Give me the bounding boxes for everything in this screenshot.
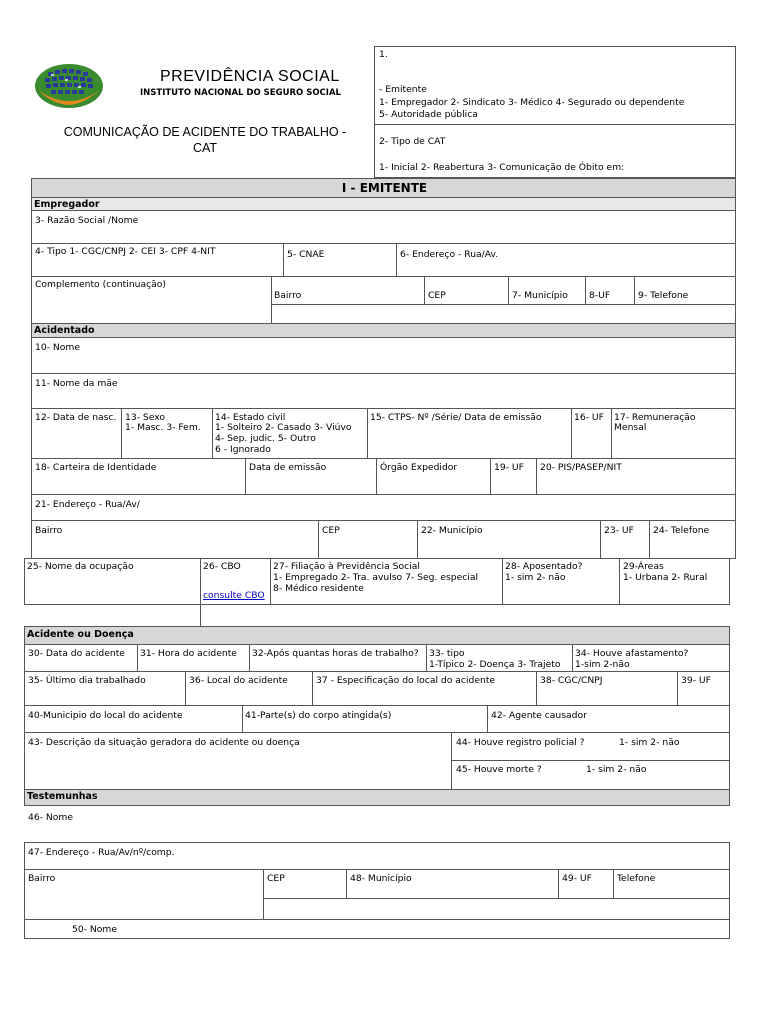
tipo-acidente-options: 1-Típico 2- Doença 3- Trajeto [429,659,561,670]
uf-field[interactable]: 8-UF [589,290,611,301]
afastamento-options: 1-sim 2-não [575,659,630,670]
emitente-grid [31,210,736,324]
municipio40-field[interactable]: 40-Municipio do local do acidente [28,710,183,721]
sexo-options: 1- Masc. 3- Fem. [125,422,201,433]
registro-policial-field[interactable]: 44- Houve registro policial ? [456,737,585,748]
remuneracao-mensal: Mensal [614,422,647,433]
tipo-cat-label: 2- Tipo de CAT [379,136,446,147]
acidentado-band: Acidentado [31,323,736,338]
testemunhas-band: Testemunhas [24,789,730,806]
remuneracao-field[interactable]: 17- Remuneração [614,412,696,423]
sexo-field[interactable]: 13- Sexo [125,412,166,423]
municipio48-field[interactable]: 48- Município [350,873,412,884]
form-title-line-1: COMUNICAÇÃO DE ACIDENTE DO TRABALHO - [63,125,347,139]
empregador-band: Empregador [31,197,736,211]
section-title-emitente: I - EMITENTE [31,178,736,198]
areas-options: 1- Urbana 2- Rural [623,572,708,583]
filiacao-field[interactable]: 27- Filiação à Previdência Social [273,561,420,572]
nome50-field[interactable]: 50- Nome [72,924,118,935]
filiacao-options-1: 1- Empregado 2- Tra. avulso 7- Seg. especial [273,572,479,583]
estado-civil-options-2: 4- Sep. judic. 5- Outro [215,433,316,444]
estado-civil-options-3: 6 - Ignorado [215,444,271,455]
telefone-testemunha-field[interactable]: Telefone [617,873,656,884]
endereco47-field[interactable]: 47- Endereço - Rua/Av/nº/comp. [28,847,175,858]
data-emissao-field[interactable]: Data de emissão [249,462,327,473]
ctps-field[interactable]: 15- CTPS- Nº /Série/ Data de emissão [370,412,542,423]
nome-field[interactable]: 10- Nome [35,342,81,353]
box-1-label: 1. [379,49,388,60]
emitente-label: - Emitente [379,84,427,95]
pis-field[interactable]: 20- PIS/PASEP/NIT [540,462,622,473]
endereco21-field[interactable]: 21- Endereço - Rua/Av/ [35,499,140,510]
cgc-cnpj-field[interactable]: 38- CGC/CNPJ [540,675,603,686]
uf49-field[interactable]: 49- UF [562,873,592,884]
aposentado-options: 1- sim 2- não [505,572,566,583]
telefone-field[interactable]: 9- Telefone [638,290,689,301]
endereco-field[interactable]: 6- Endereço - Rua/Av. [400,249,499,260]
tipo-documento-field[interactable]: 4- Tipo 1- CGC/CNPJ 2- CEI 3- CPF 4-NIT [35,246,216,257]
cep-field[interactable]: CEP [428,290,446,301]
especificacao-field[interactable]: 37 - Especificação do local do acidente [316,675,496,686]
cep-acidentado-field[interactable]: CEP [322,525,340,536]
uf39-field[interactable]: 39- UF [681,675,711,686]
complemento-field[interactable]: Complemento (continuação) [35,279,166,290]
cbo-field[interactable]: 26- CBO [203,561,241,572]
cep-testemunha-field[interactable]: CEP [267,873,285,884]
local-acidente-field[interactable]: 36- Local do acidente [189,675,288,686]
ultimo-dia-field[interactable]: 35- Último dia trabalhado [28,675,146,686]
institute-title: INSTITUTO NACIONAL DO SEGURO SOCIAL [140,88,341,98]
afastamento-field[interactable]: 34- Houve afastamento? [575,648,689,659]
ocupacao-field[interactable]: 25- Nome da ocupação [27,561,134,572]
apos-horas-field[interactable]: 32-Após quantas horas de trabalho? [252,648,419,659]
telefone24-field[interactable]: 24- Telefone [653,525,710,536]
orgao-expedidor-field[interactable]: Órgão Expedidor [380,462,458,473]
cnae-field[interactable]: 5- CNAE [287,249,325,260]
uf19-field[interactable]: 19- UF [494,462,524,473]
descricao-field[interactable]: 43- Descrição da situação geradora do acidente ou doença [28,737,300,748]
estado-civil-options-1: 1- Solteiro 2- Casado 3- Viúvo [215,422,352,433]
aposentado-field[interactable]: 28- Aposentado? [505,561,583,572]
identidade-field[interactable]: 18- Carteira de Identidade [35,462,157,473]
partes-corpo-field[interactable]: 41-Parte(s) do corpo atingida(s) [245,710,392,721]
agente-causador-field[interactable]: 42- Agente causador [491,710,587,721]
municipio-field[interactable]: 7- Município [512,290,568,301]
emitente-options-2: 5- Autoridade pública [379,109,478,120]
bairro-field[interactable]: Bairro [274,290,302,301]
bairro-acidentado-field[interactable]: Bairro [35,525,63,536]
morte-field[interactable]: 45- Houve morte ? [456,764,542,775]
uf23-field[interactable]: 23- UF [604,525,634,536]
form-title-line-2: CAT [192,141,218,155]
registro-policial-options: 1- sim 2- não [619,737,680,748]
tipo-cat-options: 1- Inicial 2- Reabertura 3- Comunicação de Óbito em: [379,162,625,173]
consulte-cbo-link[interactable]: consulte CBO [203,590,265,601]
inss-logo [34,60,104,110]
emitente-options: 1- Empregador 2- Sindicato 3- Médico 4- Segurado ou dependente [379,97,685,108]
morte-options: 1- sim 2- não [586,764,647,775]
uf16-field[interactable]: 16- UF [574,412,604,423]
nome50-row [24,919,730,939]
filiacao-options-2: 8- Médico residente [273,583,364,594]
municipio22-field[interactable]: 22- Município [421,525,483,536]
razao-social-field[interactable]: 3- Razão Social /Nome [35,215,139,226]
acidente-band: Acidente ou Doença [24,626,730,645]
tipo-acidente-field[interactable]: 33- tipo [429,648,465,659]
org-title: PREVIDÊNCIA SOCIAL [160,68,340,85]
data-nasc-field[interactable]: 12- Data de nasc. [35,412,117,423]
bairro-testemunha-field[interactable]: Bairro [28,873,56,884]
data-acidente-field[interactable]: 30- Data do acidente [28,648,125,659]
hora-acidente-field[interactable]: 31- Hora do acidente [140,648,237,659]
nome-mae-field[interactable]: 11- Nome da mãe [35,378,118,389]
areas-field[interactable]: 29-Áreas [623,561,664,572]
estado-civil-field[interactable]: 14- Estado civil [215,412,286,423]
nome46-field[interactable]: 46- Nome [28,812,74,823]
